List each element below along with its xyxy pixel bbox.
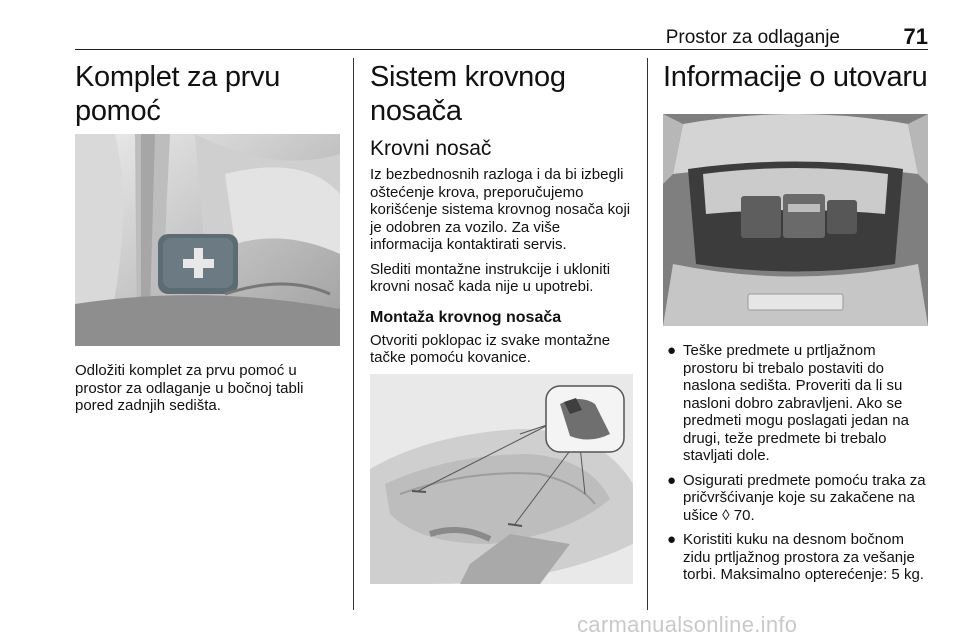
roof-rack-paragraph-1: Iz bezbednosnih razloga i da bi izbegli oštećenje krova, preporučujemo korišćenje sistema krovnog nosača koji je odobren za vozilo. Za više informacija kontaktirati servis.	[370, 166, 631, 253]
header-rule	[75, 49, 928, 50]
bullet-text: Teške predmete u prtljažnom prostoru bi trebalo postaviti do naslona sedišta. Proveriti da li su nasloni dobro zabravljeni. Ako se predmeti mogu poslagati jedan na drugi, teže predmete bi trebalo stavljati dole.	[683, 342, 909, 464]
section-heading-loading-info: Informacije o utovaru	[663, 61, 928, 93]
list-item	[663, 472, 928, 525]
roof-mounting-point-illustration	[370, 374, 633, 584]
first-aid-caption: Odložiti komplet za prvu pomoć u prostor za odlaganje u bočnoj tabli pored zadnjih sedišta.	[75, 362, 304, 414]
list-item	[663, 342, 928, 465]
first-aid-kit-photo	[75, 134, 340, 346]
bullet-text: Osigurati predmete pomoću traka za pričvršćivanje koje su zakačene na ušice ◊ 70.	[683, 471, 926, 524]
loading-info-list	[663, 342, 928, 584]
column-roof-rack	[370, 60, 635, 584]
section-heading-first-aid: Komplet za prvu pomoć	[75, 61, 281, 127]
page-number: 71	[903, 24, 928, 49]
mounting-paragraph: Otvoriti poklopac iz svake montažne tačke pomoću kovanice.	[370, 331, 611, 366]
bullet-icon: ●	[667, 471, 677, 489]
column-divider	[647, 58, 648, 610]
column-loading-info	[663, 60, 928, 591]
running-header-title: Prostor za odlaganje	[665, 27, 840, 48]
watermark: carmanualsonline.info	[577, 612, 798, 637]
bullet-icon: ●	[667, 531, 677, 548]
subheading-mounting: Montaža krovnog nosača	[370, 308, 562, 326]
bullet-icon: ●	[667, 342, 677, 359]
column-first-aid	[75, 60, 340, 422]
subheading-roof-rack: Krovni nosač	[370, 137, 492, 160]
column-divider	[353, 58, 354, 610]
section-heading-roof-rack: Sistem krovnog nosača	[370, 61, 566, 127]
list-item	[663, 531, 928, 584]
cargo-area-photo	[663, 114, 928, 326]
roof-rack-paragraph-2: Slediti montažne instrukcije i ukloniti krovni nosač kada nije u upotrebi.	[370, 260, 611, 295]
bullet-text: Koristiti kuku na desnom bočnom zidu prtljažnog prostora za vešanje torbi. Maksimalno opterećenje: 5 kg.	[683, 531, 924, 583]
